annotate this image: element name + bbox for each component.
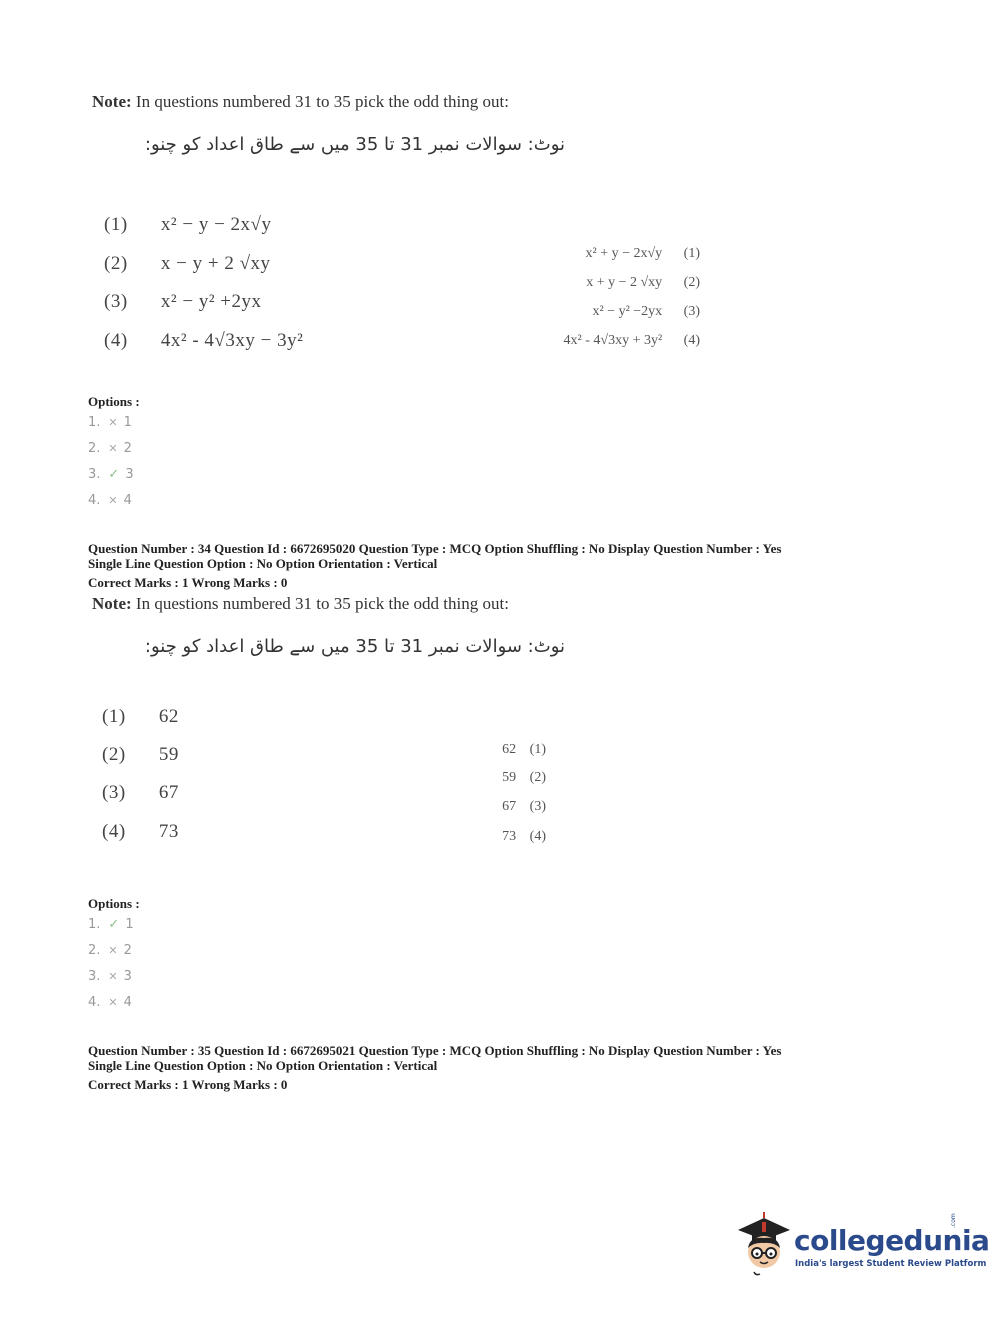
q34-meta-line2: Single Line Question Option : No Option Orientation : Vertical — [88, 556, 438, 571]
cross-icon: ✕ — [108, 494, 118, 507]
q33-left-item-3: (3) x² − y² +2yx — [104, 291, 262, 312]
q34-left-item-1: (1) 62 — [102, 706, 179, 727]
q34-option-2[interactable]: 2. ✕ 2 — [88, 943, 132, 958]
cross-icon: ✕ — [108, 970, 118, 983]
q33-right-item-3: x² − y² −2yx (3) — [592, 304, 700, 319]
graduate-mascot-icon — [734, 1208, 794, 1278]
q34-right-item-1: 62 (1) — [502, 742, 546, 757]
logo-com: .com — [950, 1213, 957, 1228]
q34-meta-line1: Question Number : 34 Question Id : 6672695020 Question Type : MCQ Option Shuffling : No Display Question Number : Yes — [88, 541, 782, 556]
q33-right-item-2: x + y − 2 √xy (2) — [586, 275, 700, 290]
q35-meta-line1: Question Number : 35 Question Id : 6672695021 Question Type : MCQ Option Shuffling : No Display Question Number : Yes — [88, 1043, 782, 1058]
q34-right-item-2: 59 (2) — [502, 770, 546, 785]
note-text: In questions numbered 31 to 35 pick the odd thing out: — [135, 594, 509, 613]
note-label: Note: — [92, 92, 132, 111]
check-icon: ✓ — [108, 917, 120, 932]
q33-option-4[interactable]: 4. ✕ 4 — [88, 493, 132, 508]
cross-icon: ✕ — [108, 442, 118, 455]
q34-note — [92, 594, 509, 614]
q33-left-item-1: (1) x² − y − 2x√y — [104, 214, 272, 235]
q34-left-item-4: (4) 73 — [102, 821, 179, 842]
q33-urdu-note: نوٹ: سوالات نمبر 31 تا 35 میں سے طاق اعداد کو چنو: — [144, 134, 565, 155]
cross-icon: ✕ — [108, 996, 118, 1009]
q34-urdu-note: نوٹ: سوالات نمبر 31 تا 35 میں سے طاق اعداد کو چنو: — [144, 636, 565, 657]
q34-meta-line3: Correct Marks : 1 Wrong Marks : 0 — [88, 575, 288, 590]
q33-option-3[interactable]: 3. ✓ 3 — [88, 467, 134, 482]
q35-meta — [88, 1043, 781, 1092]
q34-right-item-4: 73 (4) — [502, 829, 546, 844]
q34-left-item-2: (2) 59 — [102, 744, 179, 765]
q35-meta-line2: Single Line Question Option : No Option Orientation : Vertical — [88, 1058, 438, 1073]
q35-meta-line3: Correct Marks : 1 Wrong Marks : 0 — [88, 1077, 288, 1092]
q34-left-item-3: (3) 67 — [102, 782, 179, 803]
q34-right-item-3: 67 (3) — [502, 799, 546, 814]
q33-left-item-2: (2) x − y + 2 √xy — [104, 253, 271, 274]
q34-option-3[interactable]: 3. ✕ 3 — [88, 969, 132, 984]
collegedunia-logo[interactable] — [734, 1208, 990, 1283]
q33-options-label: Options : — [88, 394, 140, 409]
note-text: In questions numbered 31 to 35 pick the odd thing out: — [135, 92, 509, 111]
q34-meta — [88, 541, 781, 590]
q33-right-item-1: x² + y − 2x√y (1) — [585, 246, 700, 261]
q33-note — [92, 92, 509, 112]
q34-options-label: Options : — [88, 896, 140, 911]
q34-option-1[interactable]: 1. ✓ 1 — [88, 917, 134, 932]
q33-right-item-4: 4x² - 4√3xy + 3y² (4) — [563, 333, 700, 348]
cross-icon: ✕ — [108, 416, 118, 429]
check-icon: ✓ — [108, 467, 120, 482]
q33-option-1[interactable]: 1. ✕ 1 — [88, 415, 132, 430]
cross-icon: ✕ — [108, 944, 118, 957]
note-label: Note: — [92, 594, 132, 613]
q33-left-item-4: (4) 4x² - 4√3xy − 3y² — [104, 330, 304, 351]
logo-name: collegedunia — [794, 1224, 990, 1257]
q34-option-4[interactable]: 4. ✕ 4 — [88, 995, 132, 1010]
logo-tagline: India's largest Student Review Platform — [795, 1259, 987, 1269]
q33-option-2[interactable]: 2. ✕ 2 — [88, 441, 132, 456]
